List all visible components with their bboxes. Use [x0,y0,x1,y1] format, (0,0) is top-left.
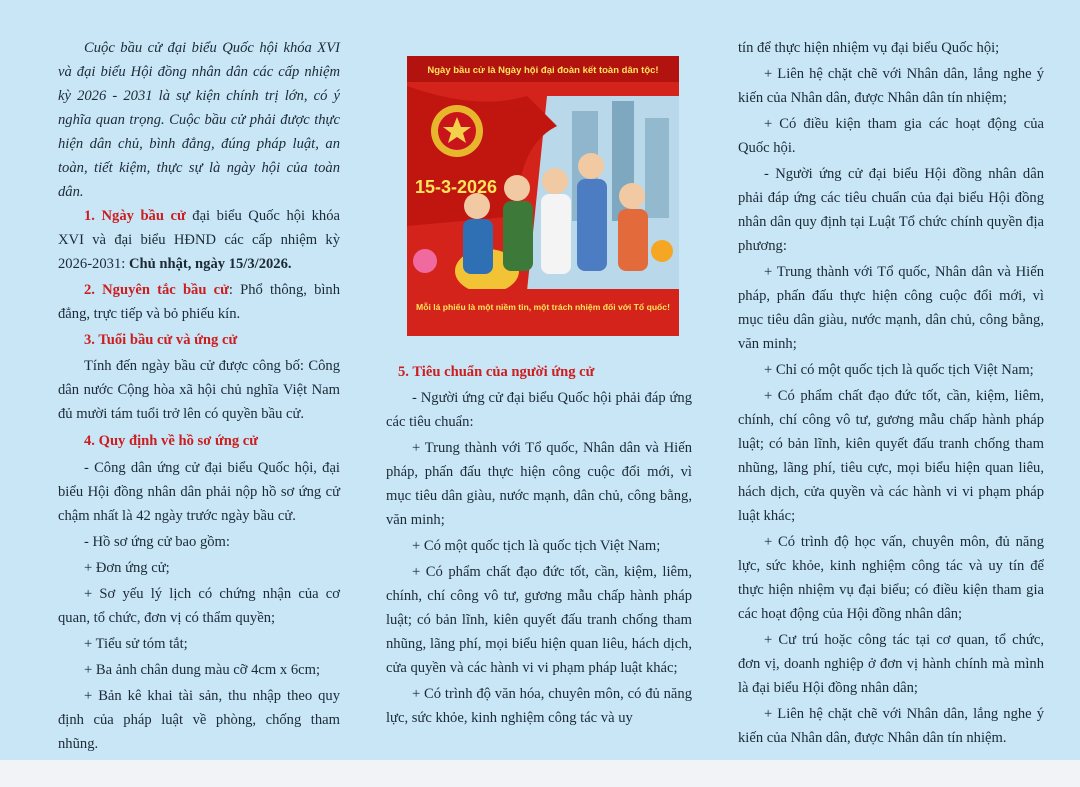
section-1-heading: 1. Ngày bầu cử [84,208,186,224]
col3-item-8: + Liên hệ chặt chẽ với Nhân dân, lắng nghe ý kiến của Nhân dân, được Nhân dân tín nhiệm. [738,706,1044,746]
election-date: Chủ nhật, ngày 15/3/2026. [128,256,292,272]
col3-item-1: + Liên hệ chặt chẽ với Nhân dân, lắng nghe ý kiến của Nhân dân, được Nhân dân tín nhiệm; [738,66,1044,106]
col3-paragraph-hdnd: - Người ứng cử đại biểu Hội đồng nhân dân phải đáp ứng các tiêu chuẩn của đại biểu Hội đồng nhân dân quy định tại Luật Tổ chức chính quyền địa phương: [738,166,1044,254]
section-4-item-5: + Bản kê khai tài sản, thu nhập theo quy định của pháp luật về phòng, chống tham nhũng. [58,688,340,752]
section-3-heading: 3. Tuổi bầu cử và ứng cử [84,332,238,348]
flower-icon [651,240,673,262]
section-4-item-3: + Tiểu sử tóm tắt; [84,636,188,652]
section-5-item-2: + Có một quốc tịch là quốc tịch Việt Nam; [412,538,661,554]
section-5-item-1: + Trung thành với Tổ quốc, Nhân dân và Hiến pháp, phấn đấu thực hiện công cuộc đổi mới, vì mục tiêu dân giàu, nước mạnh, dân chủ, công bằng, văn minh; [386,440,692,528]
section-1-text: đại biểu Quốc hội khóa XVI và đại biểu HĐND các cấp nhiệm kỳ 2026-2031: [58,208,340,272]
col3-continuation: tín để thực hiện nhiệm vụ đại biểu Quốc hội; [738,40,1000,56]
poster-illustration [407,56,679,336]
lotus-flower-icon [413,249,437,273]
section-4-paragraph-2: - Hồ sơ ứng cử bao gồm: [84,534,230,550]
col3-item-5: + Có phẩm chất đạo đức tốt, cần, kiệm, liêm, chính, chí công vô tư, gương mẫu chấp hành pháp luật; có bản lĩnh, kiên quyết đấu tranh chống tham nhũng, lãng phí, tiêu cực, mọi biểu hiện quan liêu, hách dịch, cửa quyền và các hành vi vi phạm pháp luật khác; [738,388,1044,524]
person-3-body [541,194,571,274]
col3-item-3: + Trung thành với Tổ quốc, Nhân dân và Hiến pháp, phấn đấu thực hiện công cuộc đổi mới, vì mục tiêu dân giàu, nước mạnh, dân chủ, công bằng, văn minh; [738,264,1044,352]
col3-item-4: + Chỉ có một quốc tịch là quốc tịch Việt Nam; [764,362,1034,378]
column-right [738,36,1044,750]
section-5-heading: 5. Tiêu chuẩn của người ứng cử [398,364,595,380]
section-2-heading: 2. Nguyên tắc bầu cử [84,282,229,298]
poster-banner-text: Ngày bầu cử là Ngày hội đại đoàn kết toàn dân tộc! [427,65,659,76]
section-4-item-4: + Ba ảnh chân dung màu cỡ 4cm x 6cm; [84,662,321,678]
poster-date: 15-3-2026 [415,177,498,197]
person-3-head [542,168,568,194]
section-1-paragraph [58,204,340,276]
column-left [58,36,340,756]
election-poster [407,56,679,336]
section-5-paragraph-1: - Người ứng cử đại biểu Quốc hội phải đáp ứng các tiêu chuẩn: [386,390,692,430]
person-4-head [578,153,604,179]
section-2-paragraph [58,278,340,326]
person-5-head [619,183,645,209]
person-1-body [463,219,493,274]
column-middle [386,360,692,730]
section-5-item-3: + Có phẩm chất đạo đức tốt, cần, kiệm, liêm, chính, chí công vô tư, gương mẫu chấp hành pháp luật; có bản lĩnh, kiên quyết đấu tranh chống tham nhũng, lãng phí, mọi biểu hiện quan liêu, hách dịch, cửa quyền và các hành vi vi phạm pháp luật khác; [386,564,692,676]
col3-item-2: + Có điều kiện tham gia các hoạt động của Quốc hội. [738,116,1044,156]
section-4-heading: 4. Quy định về hồ sơ ứng cử [84,433,259,449]
poster-slogan-bar [407,289,679,336]
col3-item-6: + Có trình độ học vấn, chuyên môn, đủ năng lực, sức khỏe, kinh nghiệm công tác và uy tín để thực hiện nhiệm vụ đại biểu; có điều kiện tham gia các hoạt động của Hội đồng nhân dân; [738,534,1044,622]
section-4-paragraph-1: - Công dân ứng cử đại biểu Quốc hội, đại biểu Hội đồng nhân dân phải nộp hồ sơ ứng cử chậm nhất là 42 ngày trước ngày bầu cử. [58,460,340,524]
section-4-item-1: + Đơn ứng cử; [84,560,170,576]
section-2-text: : Phổ thông, bình đẳng, trực tiếp và bỏ phiếu kín. [58,282,341,322]
person-5-body [618,209,648,271]
poster-slogan: Mỗi lá phiếu là một niềm tin, một trách nhiệm đối với Tổ quốc! [416,302,670,312]
intro-paragraph: Cuộc bầu cử đại biểu Quốc hội khóa XVI và đại biểu Hội đồng nhân dân các cấp nhiệm kỳ 2026 - 2031 là sự kiện chính trị lớn, có ý nghĩa quan trọng. Cuộc bầu cử phải được thực hiện dân chủ, bình đẳng, đúng pháp luật, an toàn, tiết kiệm, thực sự là ngày hội của toàn dân. [58,40,340,200]
person-2-body [503,201,533,271]
person-2-head [504,175,530,201]
building-3 [645,118,669,218]
col3-item-7: + Cư trú hoặc công tác tại cơ quan, tổ chức, đơn vị, doanh nghiệp ở đơn vị hành chính mà mình là đại biểu Hội đồng nhân dân; [738,632,1044,696]
section-4-item-2: + Sơ yếu lý lịch có chứng nhận của cơ quan, tổ chức, đơn vị có thẩm quyền; [58,586,340,626]
section-5-item-4: + Có trình độ văn hóa, chuyên môn, có đủ năng lực, sức khỏe, kinh nghiệm công tác và uy [386,686,692,726]
person-4-body [577,179,607,271]
section-3-text: Tính đến ngày bầu cử được công bố: Công dân nước Cộng hòa xã hội chủ nghĩa Việt Nam đủ mười tám tuổi trở lên có quyền bầu cử. [58,358,340,422]
